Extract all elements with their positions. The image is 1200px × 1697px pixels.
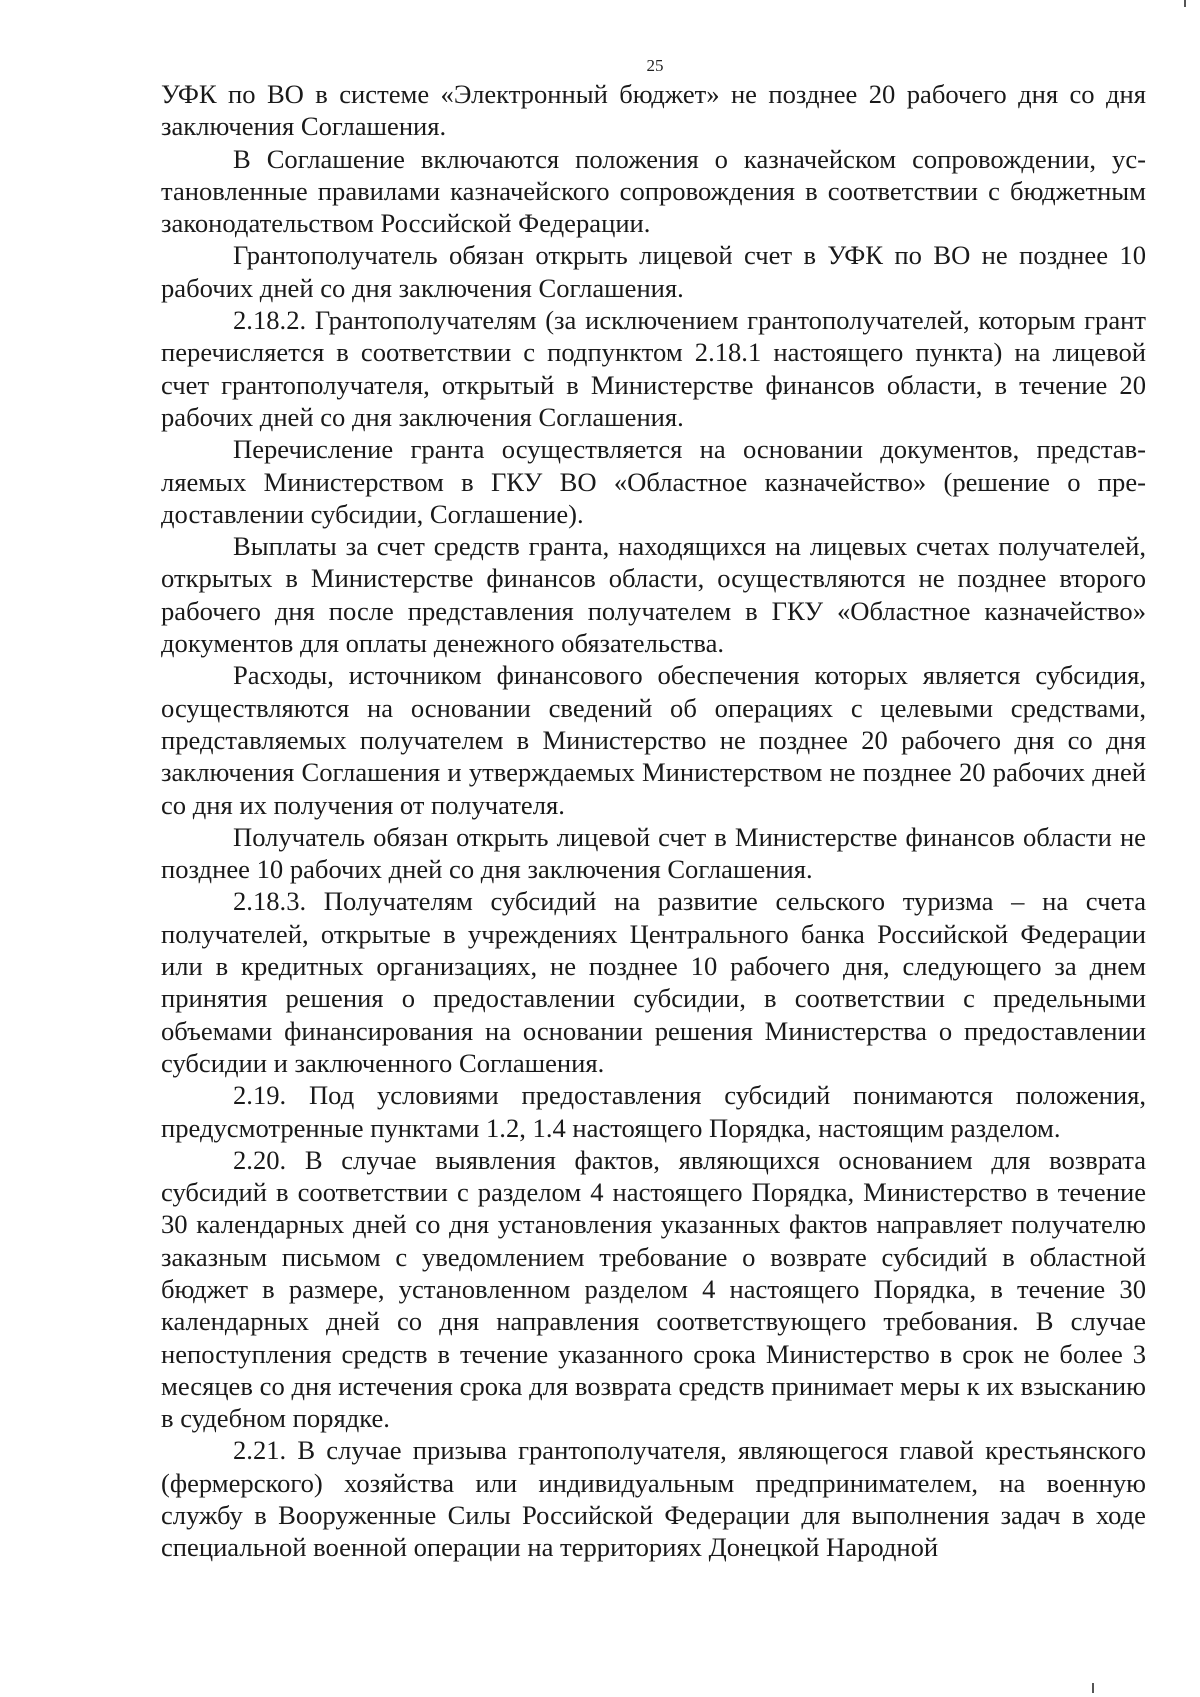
paragraph: 2.18.2. Грантополучателям (за исключением грантополучателей, которым грант перечисляется в соответствии с подпунктом 2.18.1 настоящего пункта) на лицевой счет грантополучателя, открытый в Министерстве финансов области, в течение 20 рабочих дней со дня заключения Соглашения. [161,305,1146,432]
paragraph: 2.21. В случае призыва грантополучателя, являющегося главой крестьянского (фермерского) хозяйства или индивидуальным предпринимателем, на военную службу в Вооруженные Силы Российской Федерации для выполнения задач в ходе специальной военной операции на территориях Донецкой Народной [161,1435,1146,1563]
paragraph: 2.18.3. Получателям субсидий на развитие сельского туризма – на счета получателей, открытые в учреждениях Центрального банка Российской Федерации или в кредитных организациях, не позднее 10 рабочего дня, следующего за днем принятия решения о предоставлении субсидии, в соответствии с предельными объемами финансирования на основании решения Министерства о предоставлении субсидии и заключенного Соглашения. [161,886,1146,1078]
document-body [161,78,1146,1564]
scan-artifact-mark [1184,0,1186,7]
paragraph: Выплаты за счет средств гранта, находящихся на лицевых счетах получателей, открытых в Министерстве финансов области, осуществляются не позднее второго рабочего дня после представления получателем в ГКУ «Областное казначейство» документов для оплаты денежного обязательства. [161,531,1146,659]
page-number: 25 [646,56,664,75]
paragraph: Перечисление гранта осуществляется на основании документов, представляемых Министерством в ГКУ ВО «Областное казначейство» (решение о предоставлении субсидии, Соглашение). [161,434,1146,529]
paragraph: Получатель обязан открыть лицевой счет в Министерстве финансов области не позднее 10 рабочих дней со дня заключения Соглашения. [161,821,1146,885]
paragraph: Грантополучатель обязан открыть лицевой счет в УФК по ВО не позднее 10 рабочих дней со дня заключения Соглашения. [161,240,1146,303]
paragraph: Расходы, источником финансового обеспечения которых является субсидия, осуществляются на основании сведений об операциях с целевыми средствами, представляемых получателем в Министерство не позднее 20 рабочего дня со дня заключения Соглашения и утверждаемых Министерством не позднее 20 рабочих дней со дня их получения от получателя. [161,660,1146,820]
paragraph: 2.20. В случае выявления фактов, являющихся основанием для возврата субсидий в соответствии с разделом 4 настоящего Порядка, Министерство в течение 30 календарных дней со дня установления указанных фактов направляет получателю заказным письмом с уведомлением требование о возврате субсидий в областной бюджет в размере, установленном разделом 4 настоящего Порядка, в течение 30 календарных дней со дня направления соответствующего требования. В случае непоступления средств в течение указанного срока Министерство в срок не более 3 месяцев со дня истечения срока для возврата средств принимает меры к их взысканию в судебном порядке. [161,1144,1146,1434]
paragraph: 2.19. Под условиями предоставления субсидий понимаются положения, предусмотренные пунктами 1.2, 1.4 настоящего Порядка, настоящим разделом. [161,1080,1146,1143]
paragraph: В Соглашение включаются положения о казначейском сопровождении, установленные правилами казначейского сопровождения в соответствии с бюджетным законодательством Российской Федерации. [161,143,1146,239]
paragraph: УФК по ВО в системе «Электронный бюджет» не позднее 20 рабочего дня со дня заключения Соглашения. [161,79,1146,142]
scan-artifact-mark [1092,1683,1094,1693]
